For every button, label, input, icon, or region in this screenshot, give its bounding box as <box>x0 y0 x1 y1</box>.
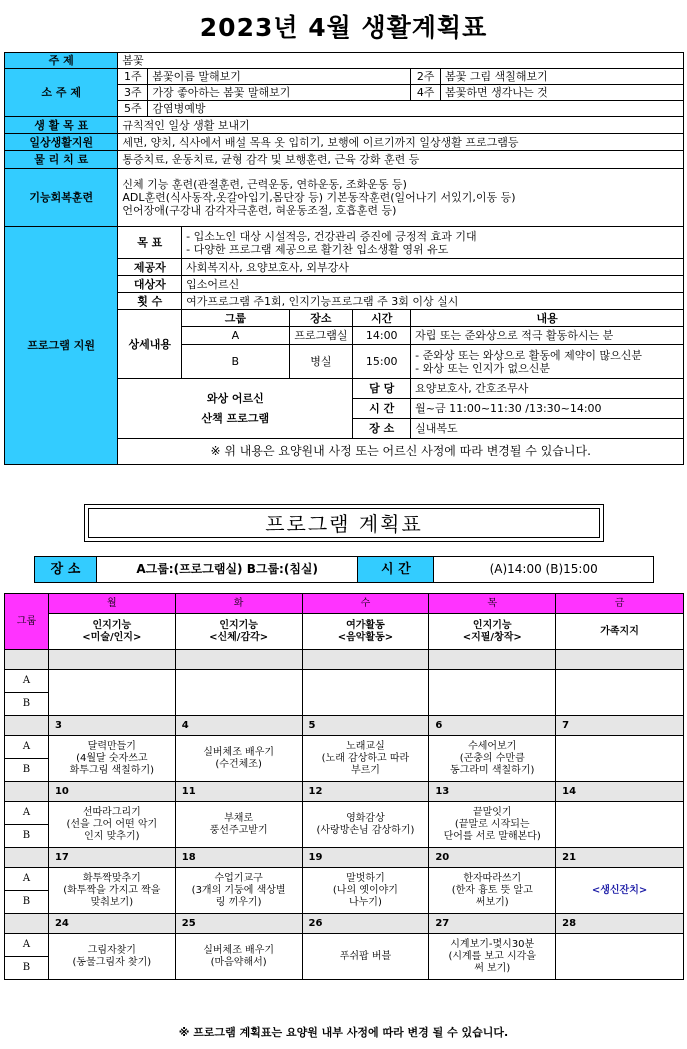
date-cell: 12 <box>302 782 429 802</box>
theme-label: 주 제 <box>5 53 118 69</box>
day-subheader <box>429 614 556 650</box>
date-cell: 25 <box>175 914 302 934</box>
activity-cell <box>302 670 429 716</box>
activity-line: 달력만들기 <box>87 740 136 752</box>
activity-line: (화투짝을 가지고 짝을 <box>63 884 161 896</box>
day-subheader <box>556 614 684 650</box>
walk-row-label: 장 소 <box>353 419 411 439</box>
walk-label-line: 산책 프로그램 <box>201 411 270 425</box>
date-cell: 21 <box>556 848 684 868</box>
activity-line: 끝말잇기 <box>472 806 512 818</box>
detail-place: 프로그램실 <box>289 327 353 345</box>
activity-line: 링 끼우기) <box>215 896 262 908</box>
activity-cell <box>429 934 556 980</box>
group-b-label: B <box>5 957 49 980</box>
provider-label: 제공자 <box>118 259 182 276</box>
activity-line: (마음약해서) <box>210 956 267 968</box>
activity-cell <box>429 670 556 716</box>
day-subheader <box>302 614 429 650</box>
time-value: (A)14:00 (B)15:00 <box>434 557 654 583</box>
activity-line: 나누기) <box>348 896 382 908</box>
date-cell <box>48 650 175 670</box>
week-spacer <box>5 848 49 868</box>
target-label: 대상자 <box>118 276 182 293</box>
walk-row-label: 시 간 <box>353 399 411 419</box>
subtheme-week: 4주 <box>411 85 441 101</box>
walk-label-line: 와상 어르신 <box>206 391 264 405</box>
day-subheader-line: 가족지지 <box>600 625 639 637</box>
detail-header: 그룹 <box>182 310 289 327</box>
week-spacer <box>5 650 49 670</box>
day-header: 수 <box>302 594 429 614</box>
rehab-line: 신체 기능 훈련(관절훈련, 근력운동, 연하운동, 조화운동 등) <box>122 178 407 191</box>
activity-cell <box>48 736 175 782</box>
detail-place: 병실 <box>289 345 353 379</box>
subtheme-label: 소 주 제 <box>5 69 118 117</box>
detail-group: B <box>182 345 289 379</box>
subtheme-text: 봄꽃하면 생각나는 것 <box>441 85 684 101</box>
activity-line: 인지 맞추기) <box>84 830 140 842</box>
group-b-label: B <box>5 693 49 716</box>
walk-row-value: 월~금 11:00~11:30 /13:30~14:00 <box>411 399 684 419</box>
theme-value: 봄꽃 <box>118 53 684 69</box>
subtheme-text: 가장 좋아하는 봄꽃 말해보기 <box>148 85 411 101</box>
activity-line: 수세어보기 <box>468 740 517 752</box>
activity-line: (동물그림자 찾기) <box>72 956 152 968</box>
activity-cell <box>175 934 302 980</box>
place-label: 장 소 <box>35 557 97 583</box>
day-header: 화 <box>175 594 302 614</box>
subtheme-week: 3주 <box>118 85 148 101</box>
life-plan-table <box>4 52 684 465</box>
rehab-value <box>118 169 684 227</box>
target-value: 입소어르신 <box>182 276 684 293</box>
activity-cell <box>556 670 684 716</box>
day-subheader-line: 인지기능 <box>92 619 132 631</box>
activity-line: 부채로 <box>224 812 254 824</box>
date-cell: 17 <box>48 848 175 868</box>
activity-line: (선을 그어 어떤 악기 <box>66 818 158 830</box>
count-value: 여가프로그램 주1회, 인지기능프로그램 주 3회 이상 실시 <box>182 293 684 310</box>
activity-line: 수업기교구 <box>214 872 263 884</box>
activity-line: (노래 감상하고 따라 <box>321 752 410 764</box>
program-calendar <box>4 593 684 980</box>
date-cell: 6 <box>429 716 556 736</box>
activity-line: (곤충의 수만큼 <box>459 752 525 764</box>
date-cell: 18 <box>175 848 302 868</box>
activity-cell <box>48 670 175 716</box>
activity-cell <box>556 802 684 848</box>
activity-line: (시계를 보고 시각을 <box>448 950 536 962</box>
activity-line: 동그라미 색칠하기) <box>450 764 535 776</box>
day-subheader-line: <미술/인지> <box>82 631 142 643</box>
goal-value: 규칙적인 일상 생활 보내기 <box>118 117 684 134</box>
detail-header: 장소 <box>289 310 353 327</box>
group-b-label: B <box>5 825 49 848</box>
activity-line: 말벗하기 <box>346 872 385 884</box>
day-subheader-line: <지필/창작> <box>462 631 522 643</box>
walk-label <box>118 379 353 439</box>
activity-cell <box>429 868 556 914</box>
activity-line: 화투그림 색칠하기) <box>69 764 155 776</box>
activity-line: (나의 옛이야기 <box>332 884 398 896</box>
calendar-footer-note: ※ 프로그램 계획표는 요양원 내부 사정에 따라 변경 될 수 있습니다. <box>178 1026 509 1039</box>
purpose-label: 목 표 <box>118 227 182 259</box>
info-bar <box>34 556 654 583</box>
activity-line: <생신잔치> <box>591 884 648 896</box>
activity-cell <box>429 736 556 782</box>
group-a-label: A <box>5 736 49 759</box>
activity-line: 한자따라쓰기 <box>463 872 522 884</box>
detail-label: 상세내용 <box>118 310 182 379</box>
rehab-line: ADL훈련(식사동작,옷갈아입기,몸단장 등) 기본동작훈련(일어나기 서있기,이동 등) <box>122 191 516 204</box>
activity-line: (4월달 숫자쓰고 <box>76 752 148 764</box>
subtheme-text: 봄꽃이름 말해보기 <box>148 69 411 85</box>
activity-cell <box>48 934 175 980</box>
day-subheader-line: <신체/감각> <box>209 631 269 643</box>
subtheme-week: 5주 <box>118 101 148 117</box>
detail-content-line: - 준와상 또는 와상으로 활동에 제약이 많으신분 <box>415 348 642 362</box>
activity-cell <box>302 868 429 914</box>
detail-content <box>411 345 684 379</box>
time-label: 시 간 <box>358 557 434 583</box>
activity-cell <box>556 736 684 782</box>
activity-line: 부르기 <box>350 764 380 776</box>
program-label: 프로그램 지원 <box>5 227 118 465</box>
plan-note: ※ 위 내용은 요양원내 사정 또는 어르신 사정에 따라 변경될 수 있습니다. <box>118 439 684 465</box>
date-cell <box>429 650 556 670</box>
activity-line: (수건체조) <box>215 758 262 770</box>
purpose-line: - 입소노인 대상 시설적응, 건강관리 증진에 긍정적 효과 기대 <box>186 229 477 243</box>
subtheme-text: 감염병예방 <box>148 101 684 117</box>
rehab-label: 기능회복훈련 <box>5 169 118 227</box>
goal-label: 생 활 목 표 <box>5 117 118 134</box>
activity-line: 풍선주고받기 <box>209 824 268 836</box>
activity-cell <box>429 802 556 848</box>
activity-line: 실버체조 배우기 <box>203 944 275 956</box>
date-cell <box>556 650 684 670</box>
activity-line: 화투짝맞추기 <box>82 872 141 884</box>
activity-cell <box>556 868 684 914</box>
day-subheader-line: 인지기능 <box>472 619 512 631</box>
date-cell: 10 <box>48 782 175 802</box>
detail-content: 자립 또는 준와상으로 적극 활동하시는 분 <box>411 327 684 345</box>
detail-time: 14:00 <box>353 327 411 345</box>
date-cell: 26 <box>302 914 429 934</box>
detail-time: 15:00 <box>353 345 411 379</box>
subtheme-week: 1주 <box>118 69 148 85</box>
subtheme-week: 2주 <box>411 69 441 85</box>
activity-line: 써 보기) <box>474 962 511 974</box>
date-cell: 5 <box>302 716 429 736</box>
activity-cell <box>302 802 429 848</box>
subtheme-text: 봄꽃 그림 색칠해보기 <box>441 69 684 85</box>
date-cell: 3 <box>48 716 175 736</box>
activity-cell <box>48 802 175 848</box>
activity-cell <box>556 934 684 980</box>
activity-line: 맞춰보기) <box>90 896 134 908</box>
activity-cell <box>175 736 302 782</box>
activity-cell <box>302 736 429 782</box>
week-spacer <box>5 782 49 802</box>
group-a-label: A <box>5 934 49 957</box>
group-header: 그룹 <box>5 594 49 650</box>
daily-value: 세면, 양치, 식사에서 배설 목욕 옷 입히기, 보행에 이르기까지 일상생활 프로그램등 <box>118 134 684 151</box>
week-spacer <box>5 716 49 736</box>
date-cell: 7 <box>556 716 684 736</box>
walk-row-value: 실내복도 <box>411 419 684 439</box>
day-subheader-line: 여가활동 <box>346 619 385 631</box>
physio-label: 물 리 치 료 <box>5 151 118 169</box>
group-b-label: B <box>5 891 49 914</box>
day-subheader <box>48 614 175 650</box>
day-subheader-line: <음악활동> <box>337 631 394 643</box>
activity-line: (끝말로 시작되는 <box>454 818 530 830</box>
group-a-label: A <box>5 670 49 693</box>
date-cell: 19 <box>302 848 429 868</box>
activity-cell <box>48 868 175 914</box>
activity-line: (사랑방손님 감상하기) <box>316 824 415 836</box>
activity-line: (3개의 기둥에 색상별 <box>191 884 286 896</box>
physio-value: 통증치료, 운동치료, 균형 감각 및 보행훈련, 근육 강화 훈련 등 <box>118 151 684 169</box>
purpose-value <box>182 227 684 259</box>
date-cell: 13 <box>429 782 556 802</box>
group-b-label: B <box>5 759 49 782</box>
group-a-label: A <box>5 802 49 825</box>
activity-line: 노래교실 <box>346 740 385 752</box>
activity-cell <box>302 934 429 980</box>
detail-header: 시간 <box>353 310 411 327</box>
walk-row-value: 요양보호사, 간호조무사 <box>411 379 684 399</box>
program-title: 프로그램 계획표 <box>88 508 600 538</box>
activity-line: 푸쉬팝 버블 <box>339 950 392 962</box>
date-cell: 4 <box>175 716 302 736</box>
week-spacer <box>5 914 49 934</box>
rehab-line: 언어장애(구강내 감각자극훈련, 혀운동조절, 호흡훈련 등) <box>122 204 397 217</box>
date-cell: 11 <box>175 782 302 802</box>
activity-line: 단어를 서로 말해본다) <box>443 830 541 842</box>
provider-value: 사회복지사, 요양보호사, 외부강사 <box>182 259 684 276</box>
date-cell <box>175 650 302 670</box>
count-label: 횟 수 <box>118 293 182 310</box>
activity-line: 그림자찾기 <box>87 944 136 956</box>
page-title: 2023년 4월 생활계획표 <box>199 13 488 42</box>
daily-label: 일상생활지원 <box>5 134 118 151</box>
detail-content-line: - 와상 또는 인지가 없으신분 <box>415 361 550 375</box>
day-header: 금 <box>556 594 684 614</box>
activity-cell <box>175 868 302 914</box>
activity-line: 영화감상 <box>346 812 385 824</box>
date-cell: 20 <box>429 848 556 868</box>
date-cell: 28 <box>556 914 684 934</box>
day-subheader-line: 인지기능 <box>219 619 258 631</box>
activity-line: 시계보기-몇시30분 <box>450 938 535 950</box>
activity-line: 써보기) <box>475 896 509 908</box>
date-cell <box>302 650 429 670</box>
activity-line: 선따라그리기 <box>82 806 141 818</box>
group-a-label: A <box>5 868 49 891</box>
activity-cell <box>175 670 302 716</box>
place-value: A그룹:(프로그램실) B그룹:(침실) <box>96 557 358 583</box>
day-header: 월 <box>48 594 175 614</box>
activity-cell <box>175 802 302 848</box>
detail-group: A <box>182 327 289 345</box>
activity-line: 실버체조 배우기 <box>203 746 275 758</box>
day-subheader <box>175 614 302 650</box>
program-title-box <box>84 504 604 542</box>
date-cell: 24 <box>48 914 175 934</box>
date-cell: 14 <box>556 782 684 802</box>
purpose-line: - 다양한 프로그램 제공으로 활기찬 입소생활 영위 유도 <box>186 242 449 256</box>
date-cell: 27 <box>429 914 556 934</box>
walk-row-label: 담 당 <box>353 379 411 399</box>
day-header: 목 <box>429 594 556 614</box>
detail-header: 내용 <box>411 310 684 327</box>
activity-line: (한자 흉토 뜻 알고 <box>451 884 533 896</box>
